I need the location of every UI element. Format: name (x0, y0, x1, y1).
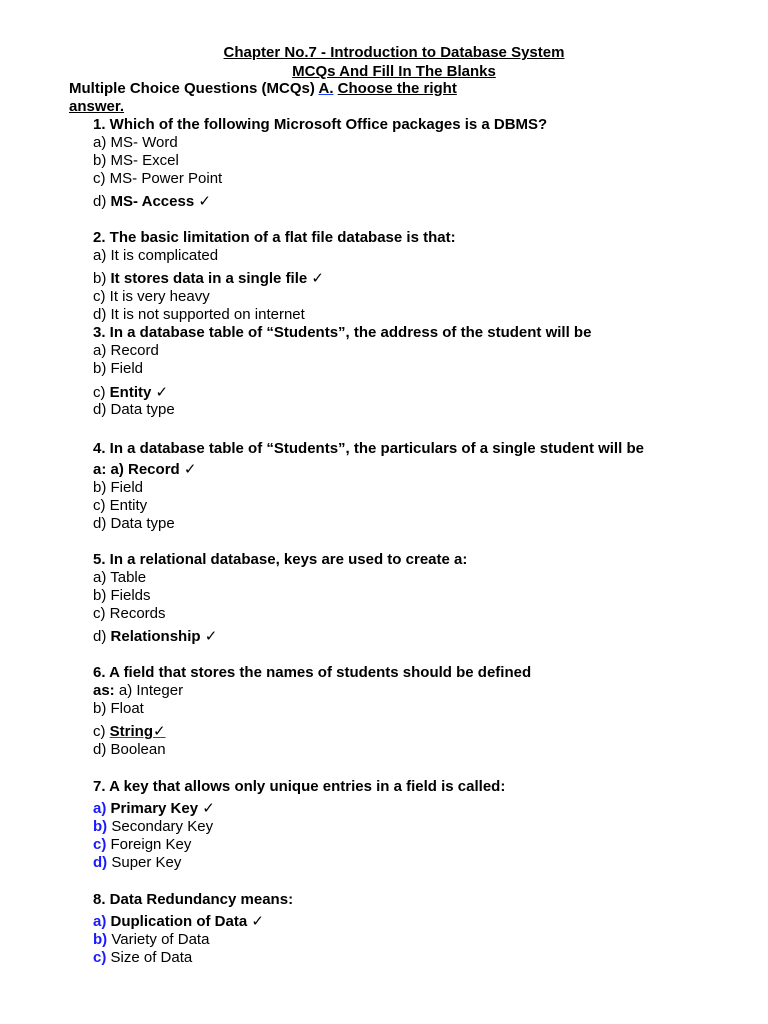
q1-option-c: c) MS- Power Point (93, 170, 223, 187)
q7-option-d-letter: d) (93, 854, 108, 871)
q7-option-b-letter: b) (93, 818, 108, 835)
q3-correct-answer: Entity (109, 384, 152, 401)
check-mark-icon: ✓ (251, 913, 264, 930)
q4-option-a (93, 460, 196, 478)
q5-correct-answer: Relationship (110, 628, 201, 645)
q8-option-b (93, 931, 209, 948)
q7-option-d-text: Super Key (111, 854, 182, 871)
intro-section-letter: A. (318, 80, 334, 97)
q6-as-label: as: (93, 682, 115, 699)
question-5: 5. In a relational database, keys are used to create a: (93, 551, 468, 568)
q6-option-d: d) Boolean (93, 741, 166, 758)
q4-correct-answer: a: a) Record (93, 461, 180, 478)
check-mark-icon: ✓ (311, 270, 324, 287)
q7-option-b-text: Secondary Key (111, 818, 214, 835)
q7-option-c (93, 836, 191, 853)
q5-option-b: b) Fields (93, 587, 151, 604)
q5-option-d-prefix: d) (93, 628, 107, 645)
q4-option-c: c) Entity (93, 497, 148, 514)
question-1: 1. Which of the following Microsoft Office packages is a DBMS? (93, 116, 548, 133)
q6-option-b: b) Float (93, 700, 144, 717)
q3-option-a: a) Record (93, 342, 159, 359)
question-3: 3. In a database table of “Students”, the address of the student will be (93, 324, 592, 341)
check-mark-icon: ✓ (198, 193, 211, 210)
check-mark-icon: ✓ (155, 384, 169, 401)
intro-instruction-continued: answer. (69, 98, 125, 115)
q6-option-c-prefix: c) (93, 723, 106, 740)
q8-option-c (93, 949, 192, 966)
q8-option-c-text: Size of Data (110, 949, 193, 966)
q2-correct-answer: It stores data in a single file (110, 270, 308, 287)
q2-option-c: c) It is very heavy (93, 288, 210, 305)
q1-option-d (93, 192, 211, 210)
question-8: 8. Data Redundancy means: (93, 891, 294, 908)
q3-option-b: b) Field (93, 360, 144, 377)
q4-option-b: b) Field (93, 479, 144, 496)
q8-option-c-letter: c) (93, 949, 107, 966)
q2-option-b-prefix: b) (93, 270, 107, 287)
chapter-subtitle: MCQs And Fill In The Blanks (292, 63, 496, 80)
check-mark-icon: ✓ (204, 628, 218, 645)
q2-option-b (93, 269, 324, 287)
q6-option-a (93, 682, 183, 699)
intro-instruction: Choose the right (337, 80, 457, 97)
q7-option-c-text: Foreign Key (110, 836, 192, 853)
q4-option-d: d) Data type (93, 515, 175, 532)
q7-option-b (93, 818, 213, 835)
check-mark-icon: ✓ (202, 800, 215, 817)
q5-option-a: a) Table (93, 569, 147, 586)
question-4: 4. In a database table of “Students”, the particulars of a single student will be (93, 440, 644, 457)
question-7: 7. A key that allows only unique entries in a field is called: (93, 778, 506, 795)
check-mark-icon: ✓ (183, 461, 197, 478)
question-2: 2. The basic limitation of a flat file database is that: (93, 229, 456, 246)
q2-option-a: a) It is complicated (93, 247, 219, 264)
q1-correct-answer: MS- Access (110, 193, 195, 210)
q1-option-b: b) MS- Excel (93, 152, 179, 169)
q8-correct-answer: Duplication of Data (110, 913, 248, 930)
q6-option-c (93, 722, 166, 740)
q1-option-d-prefix: d) (93, 193, 107, 210)
intro-lead: Multiple Choice Questions (MCQs) (69, 80, 315, 97)
q8-option-a-letter: a) (93, 913, 107, 930)
q8-option-b-text: Variety of Data (111, 931, 210, 948)
q3-option-c (93, 383, 168, 401)
q1-option-a: a) MS- Word (93, 134, 178, 151)
q7-option-d (93, 854, 181, 871)
q6-option-a-text: a) Integer (118, 682, 184, 699)
section-intro (69, 80, 457, 97)
q3-option-d: d) Data type (93, 401, 175, 418)
q5-option-c: c) Records (93, 605, 166, 622)
q7-option-a (93, 799, 215, 817)
q2-option-d: d) It is not supported on internet (93, 306, 305, 323)
q7-correct-answer: Primary Key (110, 800, 199, 817)
q7-option-c-letter: c) (93, 836, 107, 853)
q5-option-d (93, 627, 217, 645)
chapter-title: Chapter No.7 - Introduction to Database System (223, 44, 565, 61)
question-6: 6. A field that stores the names of students should be defined (93, 664, 532, 681)
q6-correct-answer: String (109, 723, 154, 740)
check-mark-icon: ✓ (153, 723, 166, 740)
q3-option-c-prefix: c) (93, 384, 106, 401)
q8-option-a (93, 912, 264, 930)
q7-option-a-letter: a) (93, 800, 107, 817)
q8-option-b-letter: b) (93, 931, 108, 948)
